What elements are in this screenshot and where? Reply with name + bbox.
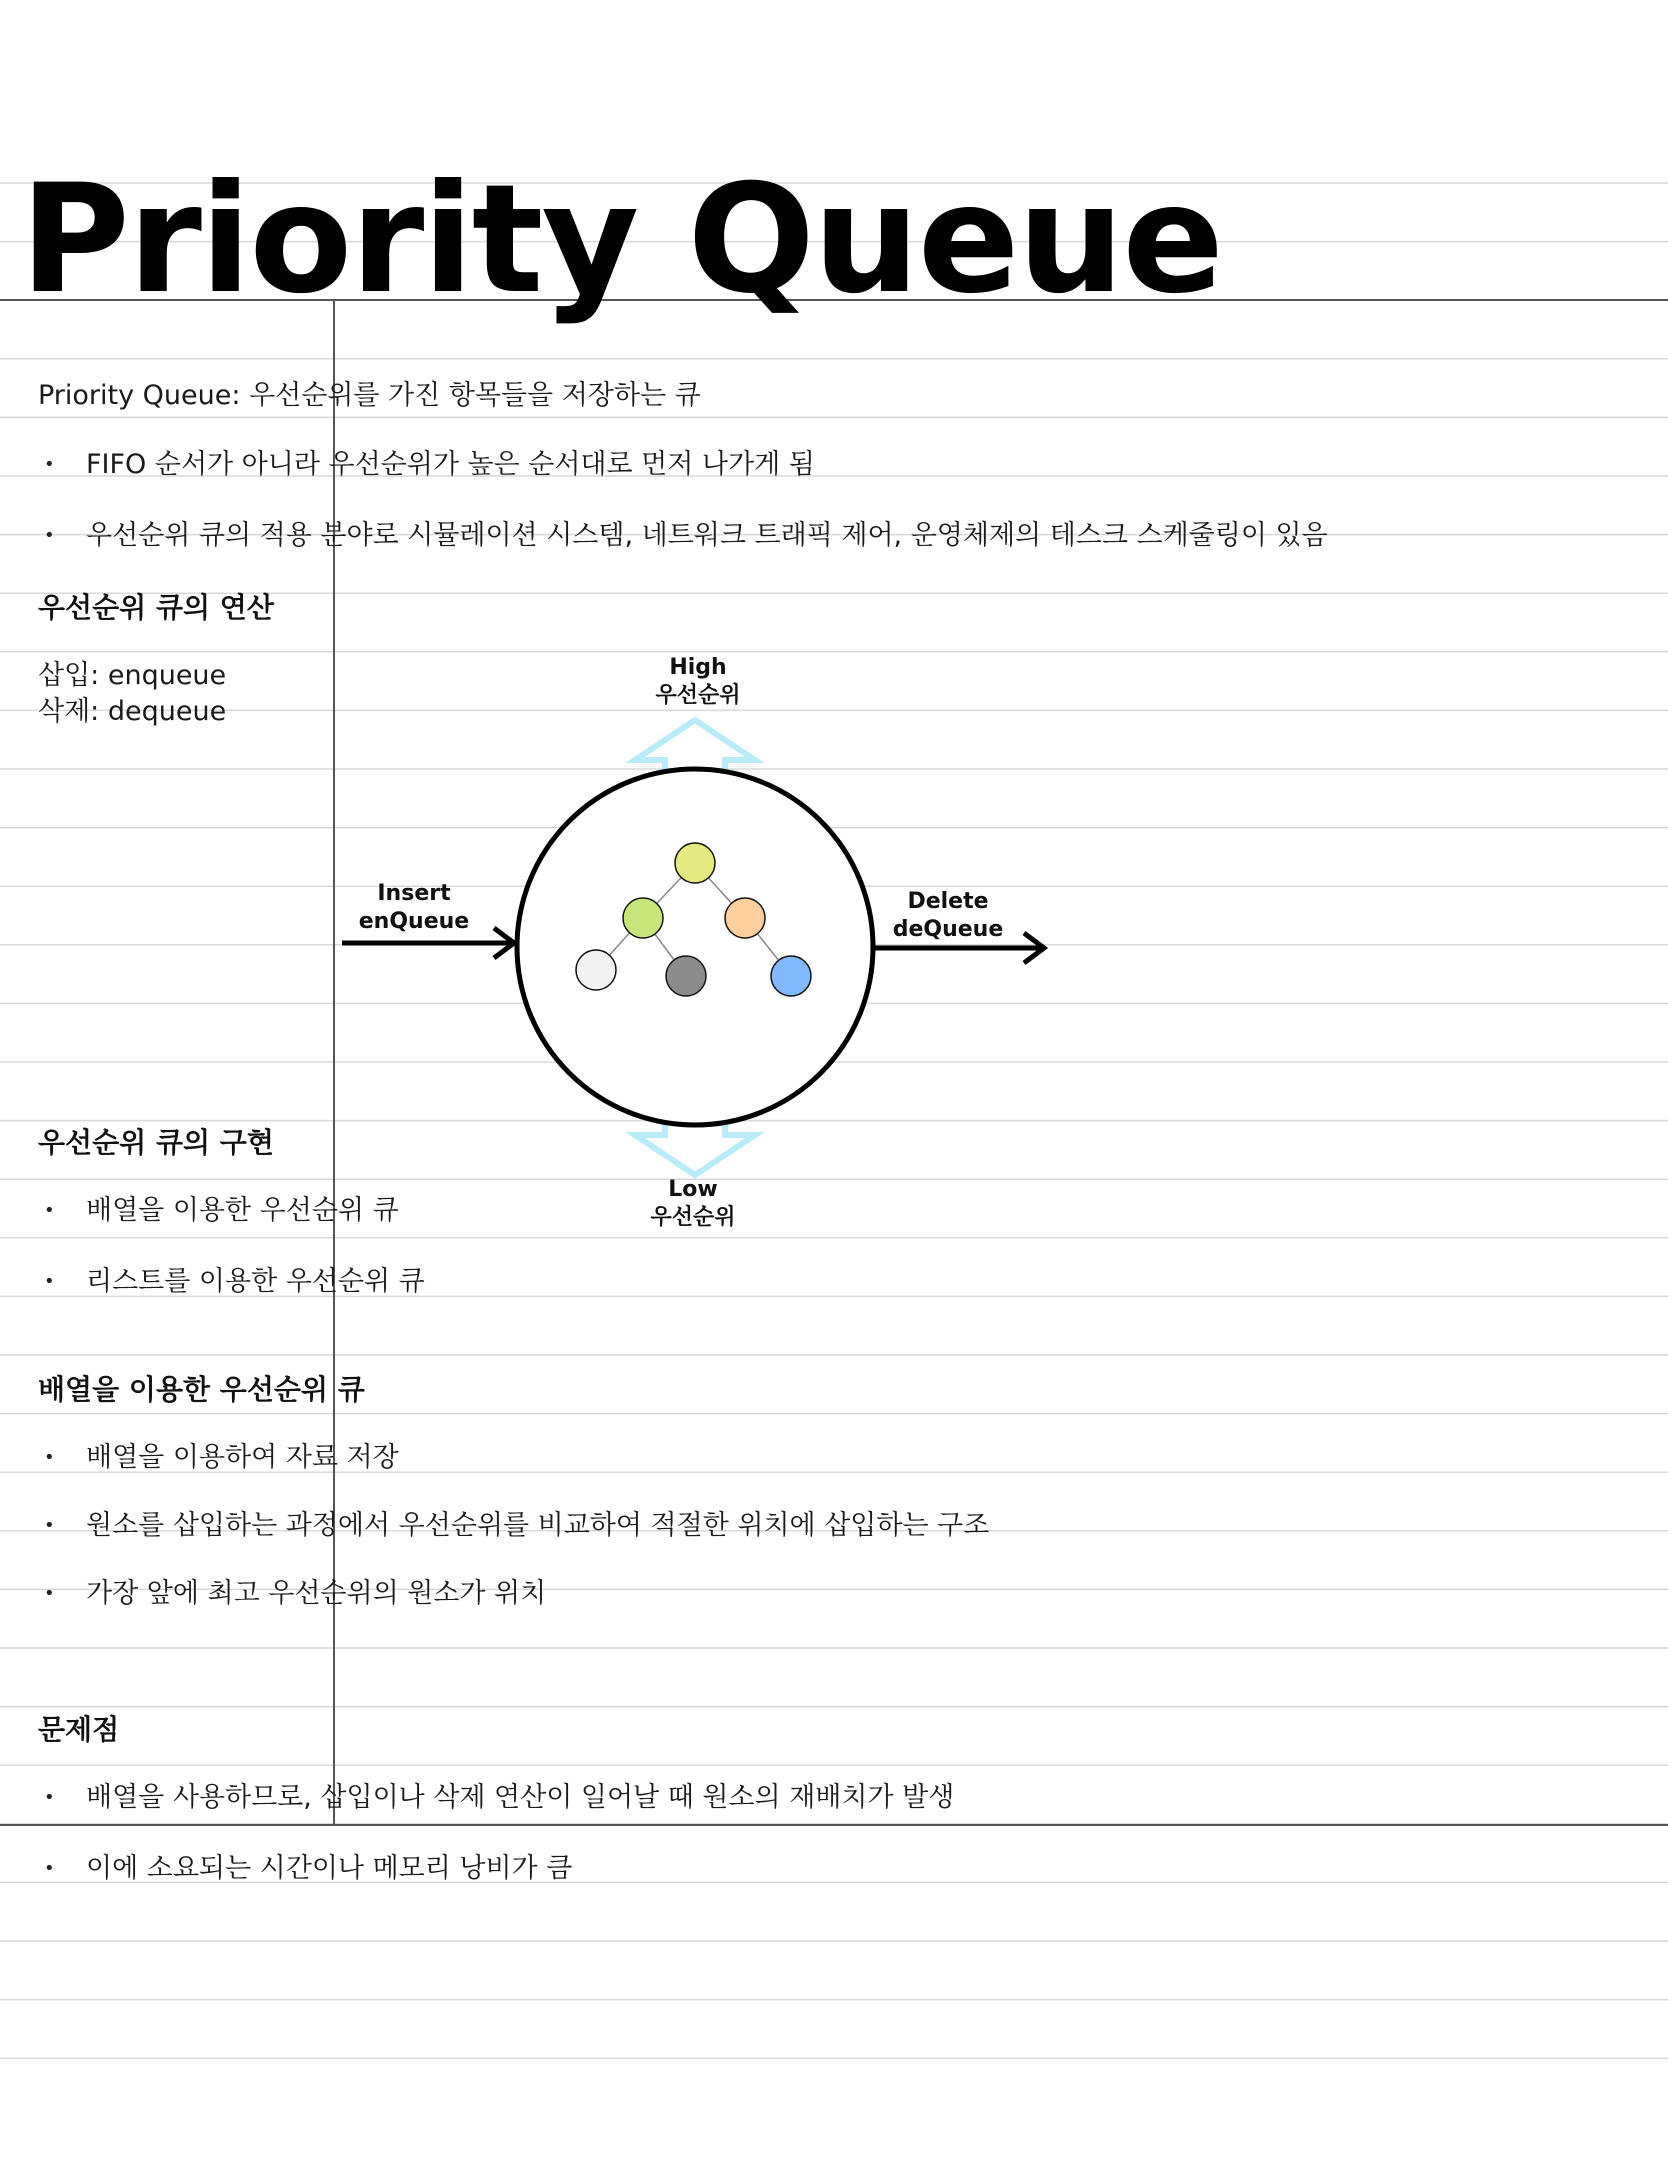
page-title: Priority Queue bbox=[20, 153, 1223, 327]
bullet-marker: • bbox=[44, 525, 55, 546]
array-pq-bullet-1: 배열을 이용하여 자료 저장 bbox=[86, 1442, 399, 1473]
bullet-marker: • bbox=[44, 1271, 55, 1292]
bullet-marker: • bbox=[44, 1787, 55, 1808]
intro-bullet-1: FIFO 순서가 아니라 우선순위가 높은 순서대로 먼저 나가게 됨 bbox=[86, 449, 815, 480]
insert-label-line-1: Insert bbox=[377, 881, 451, 906]
high-label-line-2: 우선순위 bbox=[655, 683, 741, 708]
tree-node-right bbox=[725, 898, 765, 938]
tree-node-left bbox=[623, 898, 663, 938]
bullet-marker: • bbox=[44, 454, 55, 475]
delete-label bbox=[868, 888, 1028, 944]
queue-circle bbox=[517, 769, 873, 1125]
high-label-line-1: High bbox=[669, 655, 727, 680]
bullet-marker: • bbox=[44, 1515, 55, 1536]
tree-node-left-left bbox=[576, 950, 616, 990]
priority-queue-diagram bbox=[330, 650, 1070, 1250]
problems-bullet-2: 이에 소요되는 시간이나 메모리 낭비가 큼 bbox=[86, 1853, 573, 1884]
insert-label bbox=[334, 880, 494, 936]
intro-bullet-2: 우선순위 큐의 적용 분야로 시뮬레이션 시스템, 네트워크 트래픽 제어, 운영체제의 테스크 스케줄링이 있음 bbox=[86, 520, 1328, 551]
high-label bbox=[618, 654, 778, 710]
low-label bbox=[613, 1176, 773, 1232]
operations-delete: 삭제: dequeue bbox=[38, 696, 227, 727]
delete-label-line-1: Delete bbox=[907, 889, 989, 914]
delete-label-line-2: deQueue bbox=[892, 917, 1004, 942]
operations-insert: 삽입: enqueue bbox=[38, 660, 227, 691]
array-pq-bullet-3: 가장 앞에 최고 우선순위의 원소가 위치 bbox=[86, 1578, 547, 1609]
array-pq-heading: 배열을 이용한 우선순위 큐 bbox=[38, 1373, 365, 1406]
problems-bullet-1: 배열을 사용하므로, 삽입이나 삭제 연산이 일어날 때 원소의 재배치가 발생 bbox=[86, 1782, 955, 1813]
implementation-bullet-1: 배열을 이용한 우선순위 큐 bbox=[86, 1195, 399, 1226]
operations-heading: 우선순위 큐의 연산 bbox=[38, 591, 274, 624]
bullet-marker: • bbox=[44, 1447, 55, 1468]
bullet-marker: • bbox=[44, 1858, 55, 1879]
problems-heading: 문제점 bbox=[38, 1713, 120, 1746]
implementation-bullet-2: 리스트를 이용한 우선순위 큐 bbox=[86, 1266, 425, 1297]
tree-node-left-right bbox=[666, 956, 706, 996]
bullet-marker: • bbox=[44, 1200, 55, 1221]
tree-node-right-right bbox=[771, 956, 811, 996]
bullet-marker: • bbox=[44, 1583, 55, 1604]
low-label-line-2: 우선순위 bbox=[650, 1205, 736, 1230]
definition-text: Priority Queue: 우선순위를 가진 항목들을 저장하는 큐 bbox=[38, 380, 701, 411]
insert-label-line-2: enQueue bbox=[358, 909, 470, 934]
tree-node-root bbox=[675, 843, 715, 883]
low-label-line-1: Low bbox=[668, 1177, 718, 1202]
array-pq-bullet-2: 원소를 삽입하는 과정에서 우선순위를 비교하여 적절한 위치에 삽입하는 구조 bbox=[86, 1510, 990, 1541]
implementation-heading: 우선순위 큐의 구현 bbox=[38, 1126, 274, 1159]
